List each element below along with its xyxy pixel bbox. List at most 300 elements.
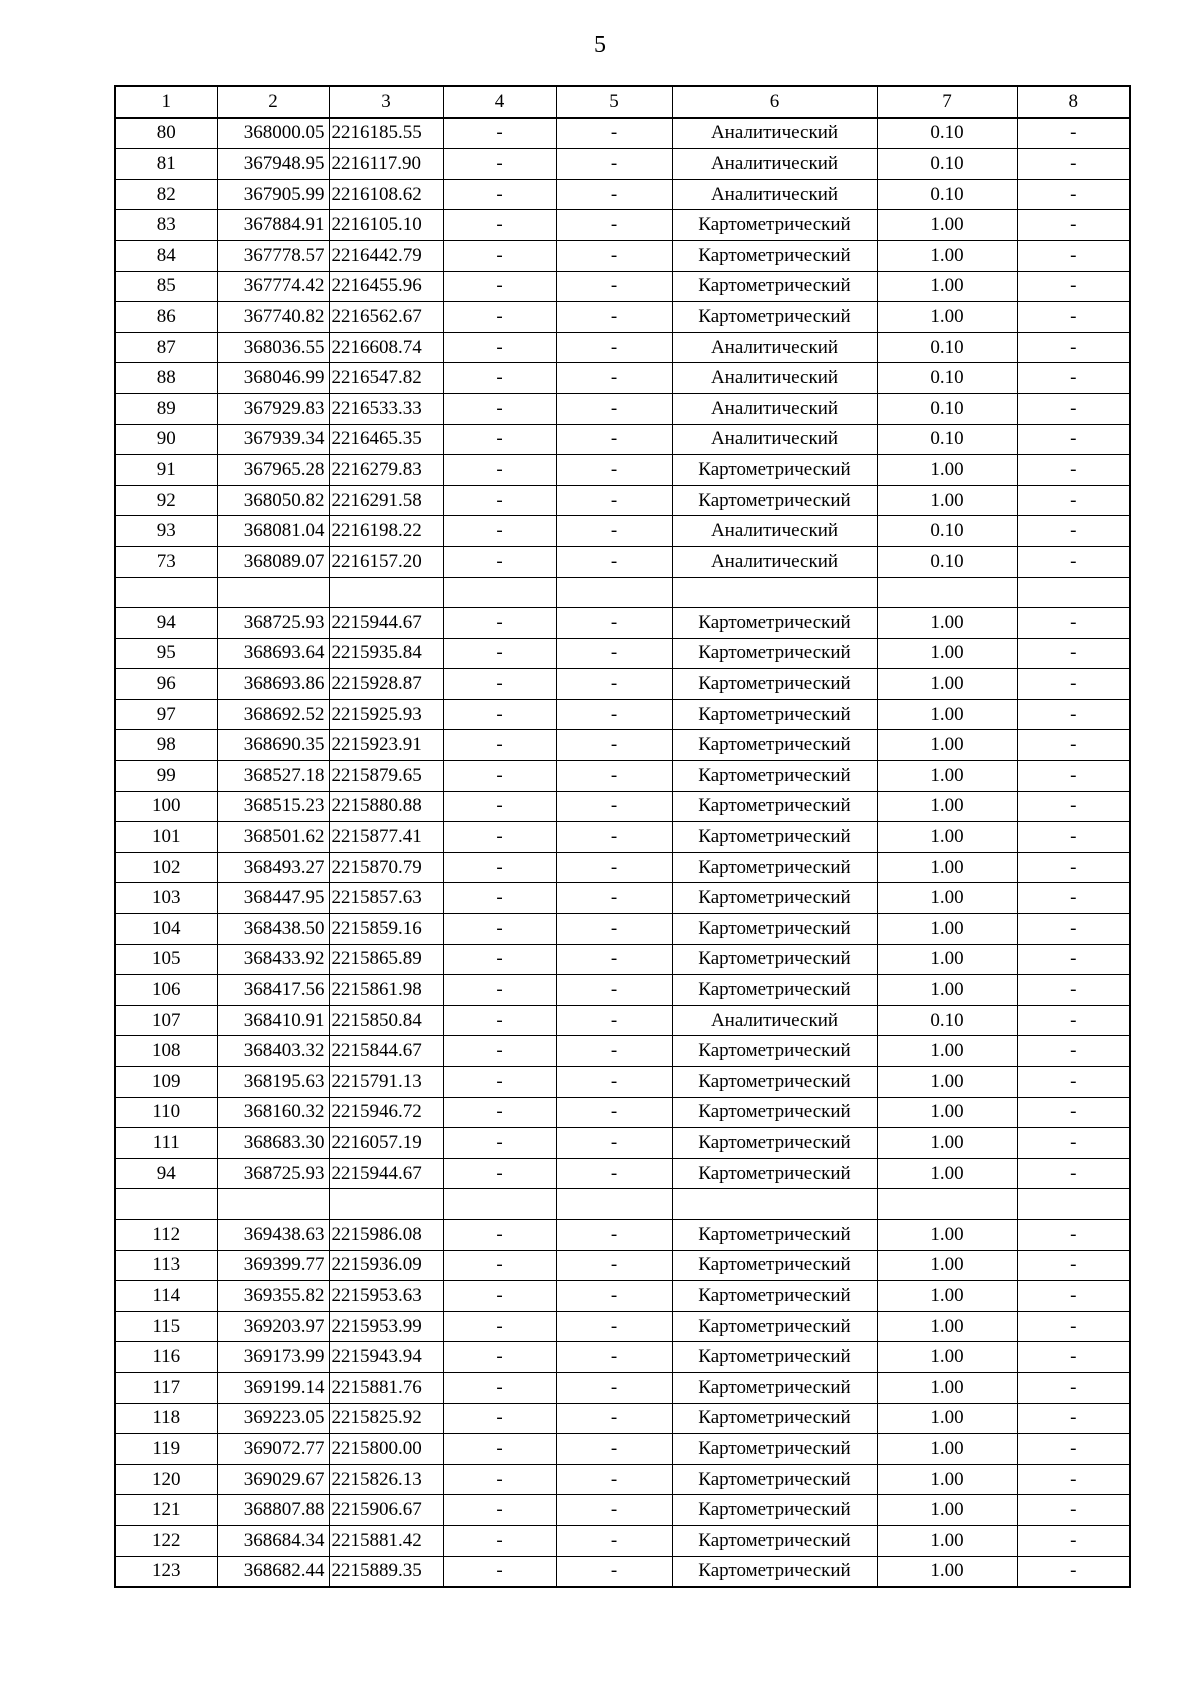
table-row (115, 1372, 1130, 1403)
accuracy-cell: 1.00 (877, 761, 1017, 792)
point-number-cell: 86 (115, 302, 217, 333)
col5-cell: - (556, 791, 672, 822)
col8-cell: - (1017, 1067, 1130, 1098)
table-header-row (115, 86, 1130, 118)
method-cell: Картометрический (672, 730, 877, 761)
y-coordinate-cell: 2215986.08 (329, 1219, 443, 1250)
col4-cell: - (443, 455, 556, 486)
point-number-cell: 87 (115, 332, 217, 363)
accuracy-cell: 1.00 (877, 1250, 1017, 1281)
y-coordinate-cell: 2216562.67 (329, 302, 443, 333)
method-cell (672, 577, 877, 608)
point-number-cell (115, 577, 217, 608)
col8-cell: - (1017, 271, 1130, 302)
col4-cell (443, 577, 556, 608)
col5-cell: - (556, 1372, 672, 1403)
x-coordinate-cell: 367778.57 (217, 240, 329, 271)
accuracy-cell: 1.00 (877, 1556, 1017, 1587)
col4-cell: - (443, 1342, 556, 1373)
col5-cell: - (556, 118, 672, 149)
col8-cell: - (1017, 516, 1130, 547)
method-cell: Картометрический (672, 975, 877, 1006)
y-coordinate-cell: 2215859.16 (329, 914, 443, 945)
table-row (115, 1556, 1130, 1587)
method-cell: Картометрический (672, 240, 877, 271)
col5-cell: - (556, 1036, 672, 1067)
table-row (115, 1036, 1130, 1067)
y-coordinate-cell: 2216117.90 (329, 149, 443, 180)
method-cell: Картометрический (672, 1464, 877, 1495)
col5-cell: - (556, 852, 672, 883)
accuracy-cell: 1.00 (877, 1525, 1017, 1556)
accuracy-cell: 1.00 (877, 669, 1017, 700)
table-row (115, 149, 1130, 180)
accuracy-cell: 0.10 (877, 424, 1017, 455)
col8-cell: - (1017, 669, 1130, 700)
col5-cell: - (556, 546, 672, 577)
method-cell (672, 1189, 877, 1220)
accuracy-cell: 1.00 (877, 791, 1017, 822)
col4-cell: - (443, 332, 556, 363)
col5-cell: - (556, 1403, 672, 1434)
point-number-cell: 90 (115, 424, 217, 455)
x-coordinate-cell: 369355.82 (217, 1281, 329, 1312)
col8-cell (1017, 577, 1130, 608)
table-row (115, 699, 1130, 730)
method-cell: Картометрический (672, 1036, 877, 1067)
x-coordinate-cell: 368089.07 (217, 546, 329, 577)
table-row (115, 1005, 1130, 1036)
accuracy-cell: 0.10 (877, 546, 1017, 577)
x-coordinate-cell: 368807.88 (217, 1495, 329, 1526)
col5-cell: - (556, 1556, 672, 1587)
table-row (115, 608, 1130, 639)
col5-cell: - (556, 485, 672, 516)
point-number-cell: 113 (115, 1250, 217, 1281)
y-coordinate-cell: 2215944.67 (329, 1158, 443, 1189)
x-coordinate-cell: 368527.18 (217, 761, 329, 792)
x-coordinate-cell: 368046.99 (217, 363, 329, 394)
point-number-cell: 95 (115, 638, 217, 669)
accuracy-cell: 1.00 (877, 1036, 1017, 1067)
col8-cell: - (1017, 1128, 1130, 1159)
point-number-cell: 104 (115, 914, 217, 945)
y-coordinate-cell: 2215791.13 (329, 1067, 443, 1098)
point-number-cell: 88 (115, 363, 217, 394)
col4-cell: - (443, 1372, 556, 1403)
col4-cell: - (443, 699, 556, 730)
accuracy-cell: 1.00 (877, 914, 1017, 945)
table-row (115, 914, 1130, 945)
col5-cell: - (556, 1342, 672, 1373)
col8-cell: - (1017, 1097, 1130, 1128)
accuracy-cell (877, 577, 1017, 608)
col5-cell: - (556, 240, 672, 271)
accuracy-cell: 1.00 (877, 883, 1017, 914)
x-coordinate-cell: 369173.99 (217, 1342, 329, 1373)
point-number-cell: 116 (115, 1342, 217, 1373)
table-row (115, 1525, 1130, 1556)
y-coordinate-cell: 2215861.98 (329, 975, 443, 1006)
table-row (115, 240, 1130, 271)
col8-cell: - (1017, 424, 1130, 455)
table-row (115, 1219, 1130, 1250)
table-row (115, 761, 1130, 792)
col8-cell: - (1017, 822, 1130, 853)
point-number-cell: 107 (115, 1005, 217, 1036)
accuracy-cell (877, 1189, 1017, 1220)
table-row (115, 363, 1130, 394)
col8-cell: - (1017, 1556, 1130, 1587)
method-cell: Аналитический (672, 393, 877, 424)
x-coordinate-cell: 369203.97 (217, 1311, 329, 1342)
accuracy-cell: 1.00 (877, 271, 1017, 302)
col8-cell: - (1017, 1495, 1130, 1526)
table-row (115, 1434, 1130, 1465)
col4-cell: - (443, 1281, 556, 1312)
col5-cell: - (556, 516, 672, 547)
x-coordinate-cell (217, 1189, 329, 1220)
col4-cell: - (443, 1036, 556, 1067)
y-coordinate-cell: 2215865.89 (329, 944, 443, 975)
table-row (115, 424, 1130, 455)
column-header: 8 (1017, 86, 1130, 118)
col5-cell: - (556, 608, 672, 639)
accuracy-cell: 1.00 (877, 852, 1017, 883)
coordinates-table (114, 85, 1131, 1588)
col8-cell: - (1017, 1311, 1130, 1342)
y-coordinate-cell: 2215928.87 (329, 669, 443, 700)
col5-cell: - (556, 149, 672, 180)
accuracy-cell: 1.00 (877, 730, 1017, 761)
accuracy-cell: 0.10 (877, 118, 1017, 149)
col5-cell: - (556, 455, 672, 486)
point-number-cell: 120 (115, 1464, 217, 1495)
y-coordinate-cell: 2216291.58 (329, 485, 443, 516)
col8-cell: - (1017, 852, 1130, 883)
y-coordinate-cell: 2215906.67 (329, 1495, 443, 1526)
accuracy-cell: 1.00 (877, 944, 1017, 975)
table-row (115, 1158, 1130, 1189)
y-coordinate-cell: 2216105.10 (329, 210, 443, 241)
col8-cell: - (1017, 1525, 1130, 1556)
y-coordinate-cell: 2215953.63 (329, 1281, 443, 1312)
col8-cell: - (1017, 1434, 1130, 1465)
col8-cell: - (1017, 1403, 1130, 1434)
table-row (115, 210, 1130, 241)
table-row (115, 271, 1130, 302)
col8-cell: - (1017, 1342, 1130, 1373)
table-row (115, 1342, 1130, 1373)
method-cell: Картометрический (672, 699, 877, 730)
method-cell: Картометрический (672, 271, 877, 302)
col8-cell: - (1017, 1005, 1130, 1036)
col4-cell: - (443, 516, 556, 547)
point-number-cell: 123 (115, 1556, 217, 1587)
x-coordinate-cell: 368682.44 (217, 1556, 329, 1587)
col8-cell: - (1017, 332, 1130, 363)
table-row (115, 485, 1130, 516)
col8-cell: - (1017, 546, 1130, 577)
x-coordinate-cell: 369199.14 (217, 1372, 329, 1403)
y-coordinate-cell: 2215923.91 (329, 730, 443, 761)
method-cell: Картометрический (672, 791, 877, 822)
accuracy-cell: 0.10 (877, 179, 1017, 210)
table-row (115, 1097, 1130, 1128)
x-coordinate-cell: 369029.67 (217, 1464, 329, 1495)
point-number-cell: 109 (115, 1067, 217, 1098)
col8-cell: - (1017, 393, 1130, 424)
table-row (115, 1281, 1130, 1312)
y-coordinate-cell: 2215881.76 (329, 1372, 443, 1403)
x-coordinate-cell: 367740.82 (217, 302, 329, 333)
y-coordinate-cell: 2215881.42 (329, 1525, 443, 1556)
col5-cell: - (556, 883, 672, 914)
y-coordinate-cell: 2216547.82 (329, 363, 443, 394)
col8-cell: - (1017, 914, 1130, 945)
point-number-cell: 112 (115, 1219, 217, 1250)
y-coordinate-cell: 2216057.19 (329, 1128, 443, 1159)
col5-cell: - (556, 1464, 672, 1495)
method-cell: Аналитический (672, 179, 877, 210)
y-coordinate-cell: 2215944.67 (329, 608, 443, 639)
col4-cell: - (443, 1311, 556, 1342)
col8-cell: - (1017, 975, 1130, 1006)
col8-cell: - (1017, 118, 1130, 149)
y-coordinate-cell: 2215870.79 (329, 852, 443, 883)
point-number-cell: 84 (115, 240, 217, 271)
accuracy-cell: 1.00 (877, 1281, 1017, 1312)
point-number-cell: 85 (115, 271, 217, 302)
col8-cell: - (1017, 1281, 1130, 1312)
method-cell: Картометрический (672, 1403, 877, 1434)
accuracy-cell: 1.00 (877, 1342, 1017, 1373)
col4-cell: - (443, 761, 556, 792)
column-header: 1 (115, 86, 217, 118)
y-coordinate-cell: 2215844.67 (329, 1036, 443, 1067)
col5-cell: - (556, 363, 672, 394)
col5-cell: - (556, 1495, 672, 1526)
table-row (115, 975, 1130, 1006)
col5-cell: - (556, 1128, 672, 1159)
point-number-cell: 96 (115, 669, 217, 700)
method-cell: Картометрический (672, 669, 877, 700)
accuracy-cell: 1.00 (877, 608, 1017, 639)
method-cell: Картометрический (672, 302, 877, 333)
table-row (115, 822, 1130, 853)
col8-cell (1017, 1189, 1130, 1220)
table-row (115, 179, 1130, 210)
point-number-cell: 110 (115, 1097, 217, 1128)
method-cell: Картометрический (672, 1128, 877, 1159)
x-coordinate-cell: 367965.28 (217, 455, 329, 486)
col8-cell: - (1017, 149, 1130, 180)
x-coordinate-cell: 368693.86 (217, 669, 329, 700)
accuracy-cell: 1.00 (877, 1219, 1017, 1250)
table-row (115, 883, 1130, 914)
method-cell: Картометрический (672, 1495, 877, 1526)
x-coordinate-cell: 367948.95 (217, 149, 329, 180)
method-cell: Аналитический (672, 546, 877, 577)
accuracy-cell: 1.00 (877, 1158, 1017, 1189)
point-number-cell: 91 (115, 455, 217, 486)
table-row (115, 1067, 1130, 1098)
x-coordinate-cell: 367929.83 (217, 393, 329, 424)
point-number-cell: 108 (115, 1036, 217, 1067)
col5-cell: - (556, 1281, 672, 1312)
y-coordinate-cell: 2215925.93 (329, 699, 443, 730)
method-cell: Картометрический (672, 455, 877, 486)
col4-cell: - (443, 1495, 556, 1526)
x-coordinate-cell: 368684.34 (217, 1525, 329, 1556)
x-coordinate-cell: 368433.92 (217, 944, 329, 975)
point-number-cell: 115 (115, 1311, 217, 1342)
x-coordinate-cell: 369438.63 (217, 1219, 329, 1250)
method-cell: Картометрический (672, 852, 877, 883)
y-coordinate-cell: 2216279.83 (329, 455, 443, 486)
accuracy-cell: 0.10 (877, 1005, 1017, 1036)
col4-cell: - (443, 149, 556, 180)
col8-cell: - (1017, 1158, 1130, 1189)
col4-cell: - (443, 1005, 556, 1036)
accuracy-cell: 1.00 (877, 455, 1017, 486)
col4-cell: - (443, 210, 556, 241)
col5-cell: - (556, 1067, 672, 1098)
column-header: 6 (672, 86, 877, 118)
col5-cell: - (556, 1219, 672, 1250)
col4-cell: - (443, 1219, 556, 1250)
col4-cell: - (443, 1525, 556, 1556)
x-coordinate-cell: 367774.42 (217, 271, 329, 302)
col4-cell: - (443, 240, 556, 271)
x-coordinate-cell: 368515.23 (217, 791, 329, 822)
accuracy-cell: 0.10 (877, 393, 1017, 424)
point-number-cell: 121 (115, 1495, 217, 1526)
table-row (115, 1311, 1130, 1342)
point-number-cell: 89 (115, 393, 217, 424)
col8-cell: - (1017, 608, 1130, 639)
col5-cell: - (556, 914, 672, 945)
accuracy-cell: 0.10 (877, 332, 1017, 363)
col5-cell: - (556, 1311, 672, 1342)
col5-cell (556, 577, 672, 608)
col4-cell: - (443, 393, 556, 424)
col8-cell: - (1017, 1219, 1130, 1250)
table-row (115, 1464, 1130, 1495)
table-row (115, 1189, 1130, 1220)
accuracy-cell: 1.00 (877, 1464, 1017, 1495)
col5-cell: - (556, 944, 672, 975)
x-coordinate-cell: 368417.56 (217, 975, 329, 1006)
y-coordinate-cell: 2216185.55 (329, 118, 443, 149)
point-number-cell: 73 (115, 546, 217, 577)
point-number-cell: 94 (115, 1158, 217, 1189)
y-coordinate-cell: 2216533.33 (329, 393, 443, 424)
col8-cell: - (1017, 485, 1130, 516)
col4-cell: - (443, 485, 556, 516)
x-coordinate-cell: 369072.77 (217, 1434, 329, 1465)
x-coordinate-cell: 367939.34 (217, 424, 329, 455)
point-number-cell: 118 (115, 1403, 217, 1434)
accuracy-cell: 0.10 (877, 149, 1017, 180)
col4-cell: - (443, 1097, 556, 1128)
method-cell: Картометрический (672, 1556, 877, 1587)
table-row (115, 577, 1130, 608)
y-coordinate-cell: 2215936.09 (329, 1250, 443, 1281)
col8-cell: - (1017, 179, 1130, 210)
col4-cell: - (443, 363, 556, 394)
col8-cell: - (1017, 1036, 1130, 1067)
col4-cell: - (443, 975, 556, 1006)
x-coordinate-cell: 368690.35 (217, 730, 329, 761)
y-coordinate-cell: 2215850.84 (329, 1005, 443, 1036)
point-number-cell: 83 (115, 210, 217, 241)
x-coordinate-cell: 368725.93 (217, 1158, 329, 1189)
point-number-cell: 117 (115, 1372, 217, 1403)
col5-cell: - (556, 179, 672, 210)
y-coordinate-cell: 2215800.00 (329, 1434, 443, 1465)
point-number-cell: 101 (115, 822, 217, 853)
x-coordinate-cell: 369223.05 (217, 1403, 329, 1434)
y-coordinate-cell: 2216157.20 (329, 546, 443, 577)
y-coordinate-cell: 2216198.22 (329, 516, 443, 547)
col4-cell: - (443, 669, 556, 700)
table-row (115, 302, 1130, 333)
col4-cell: - (443, 1403, 556, 1434)
col4-cell: - (443, 179, 556, 210)
col4-cell: - (443, 914, 556, 945)
accuracy-cell: 1.00 (877, 1067, 1017, 1098)
table-row (115, 332, 1130, 363)
table-row (115, 1250, 1130, 1281)
col8-cell: - (1017, 363, 1130, 394)
x-coordinate-cell: 368692.52 (217, 699, 329, 730)
col8-cell: - (1017, 944, 1130, 975)
x-coordinate-cell: 368050.82 (217, 485, 329, 516)
y-coordinate-cell: 2216108.62 (329, 179, 443, 210)
method-cell: Картометрический (672, 1097, 877, 1128)
col8-cell: - (1017, 302, 1130, 333)
table-row (115, 1495, 1130, 1526)
accuracy-cell: 1.00 (877, 1128, 1017, 1159)
table-row (115, 546, 1130, 577)
point-number-cell: 81 (115, 149, 217, 180)
x-coordinate-cell: 368036.55 (217, 332, 329, 363)
method-cell: Аналитический (672, 363, 877, 394)
col8-cell: - (1017, 761, 1130, 792)
method-cell: Картометрический (672, 1158, 877, 1189)
col4-cell: - (443, 608, 556, 639)
accuracy-cell: 1.00 (877, 210, 1017, 241)
col4-cell: - (443, 302, 556, 333)
col5-cell: - (556, 975, 672, 1006)
y-coordinate-cell: 2215943.94 (329, 1342, 443, 1373)
column-header: 4 (443, 86, 556, 118)
col4-cell: - (443, 1434, 556, 1465)
method-cell: Картометрический (672, 761, 877, 792)
point-number-cell: 106 (115, 975, 217, 1006)
table-row (115, 944, 1130, 975)
y-coordinate-cell: 2216465.35 (329, 424, 443, 455)
accuracy-cell: 1.00 (877, 240, 1017, 271)
method-cell: Картометрический (672, 1219, 877, 1250)
col5-cell: - (556, 332, 672, 363)
table-row (115, 791, 1130, 822)
x-coordinate-cell: 367905.99 (217, 179, 329, 210)
col4-cell: - (443, 546, 556, 577)
method-cell: Картометрический (672, 822, 877, 853)
point-number-cell: 82 (115, 179, 217, 210)
